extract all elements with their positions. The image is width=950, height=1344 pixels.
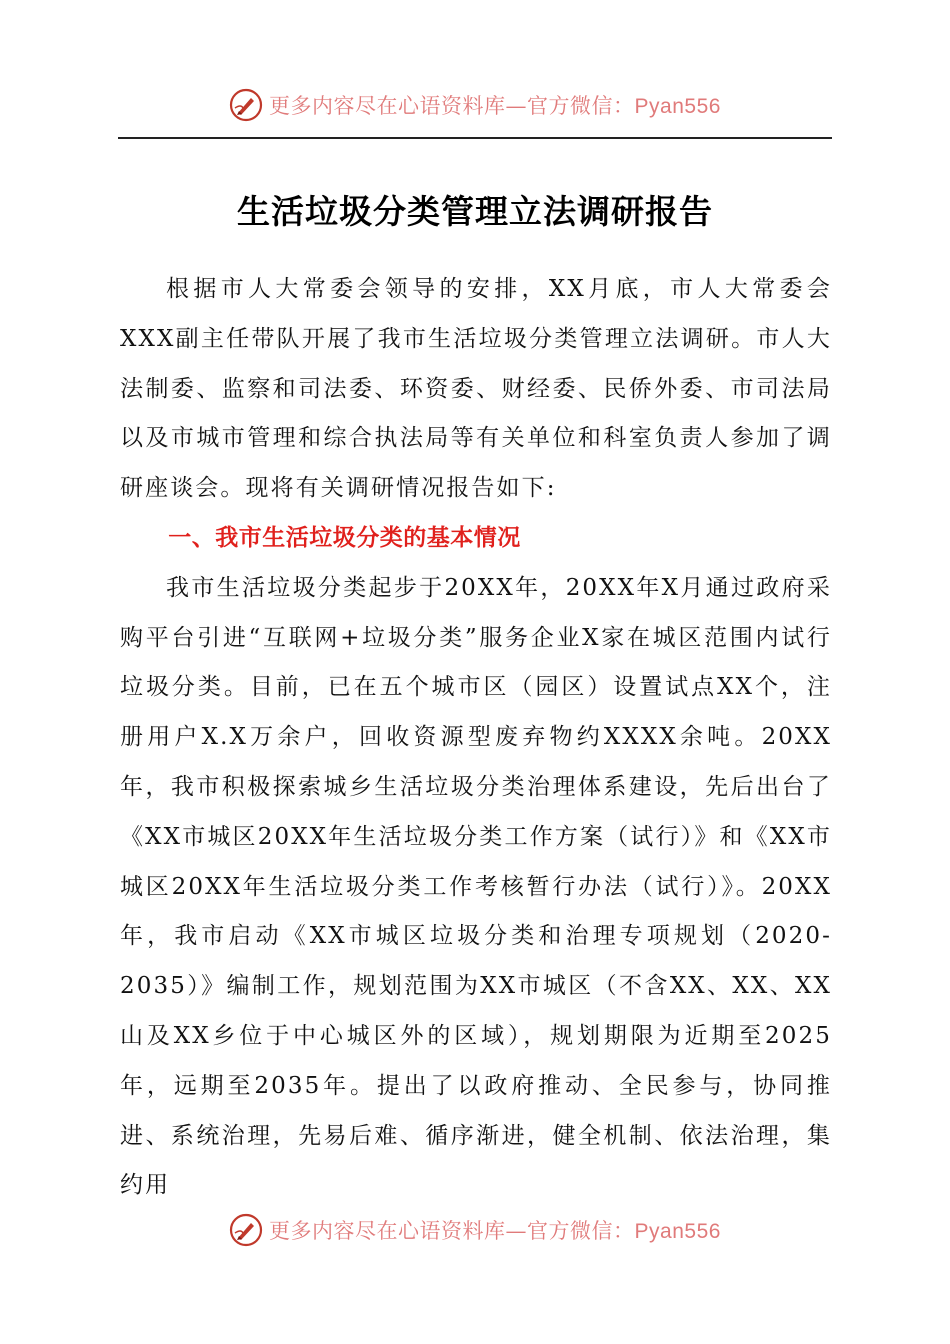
pen-logo-icon <box>229 1213 263 1247</box>
header-banner-label: 更多内容尽在心语资料库—官方微信： <box>269 94 635 118</box>
section-paragraph: 我市生活垃圾分类起步于20XX年，20XX年X月通过政府采购平台引进“互联网+垃圾分类”服务企业X家在城区范围内试行垃圾分类。目前，已在五个城市区（园区）设置试点XX个，注册用户X.X万余户，回收资源型废弃物约XXXX余吨。20XX年，我市积极探索城乡生活垃圾分类治理体系建设，先后出台了《XX市城区20XX年生活垃圾分类工作方案（试行）》和《XX市城区20XX年生活垃圾分类工作考核暂行办法（试行）》。20XX年，我市启动《XX市城区垃圾分类和治理专项规划（2020-2035）》编制工作，规划范围为XX市城区（不含XX、XX、XX山及XX乡位于中心城区外的区域），规划期限为近期至2025年，远期至2035年。提出了以政府推动、全民参与，协同推进、系统治理，先易后难、循序渐进，健全机制、依法治理，集约用 <box>120 574 832 1199</box>
document-body <box>120 265 832 1211</box>
footer-banner <box>0 1205 950 1255</box>
footer-banner-label: 更多内容尽在心语资料库—官方微信： <box>269 1219 635 1243</box>
pen-logo-icon <box>229 88 263 122</box>
header-divider <box>118 137 832 139</box>
footer-wechat-id: Pyan556 <box>634 1220 721 1243</box>
header-banner-text <box>269 90 721 120</box>
document-title: 生活垃圾分类管理立法调研报告 <box>237 192 713 231</box>
footer-banner-text <box>269 1215 721 1245</box>
section-heading: 一、我市生活垃圾分类的基本情况 <box>168 524 521 551</box>
header-wechat-id: Pyan556 <box>634 95 721 118</box>
header-banner <box>0 80 950 130</box>
intro-paragraph: 根据市人大常委会领导的安排，XX月底，市人大常委会XXX副主任带队开展了我市生活垃圾分类管理立法调研。市人大法制委、监察和司法委、环资委、财经委、民侨外委、市司法局以及市城市管理和综合执法局等有关单位和科室负责人参加了调研座谈会。现将有关调研情况报告如下: <box>120 276 832 502</box>
